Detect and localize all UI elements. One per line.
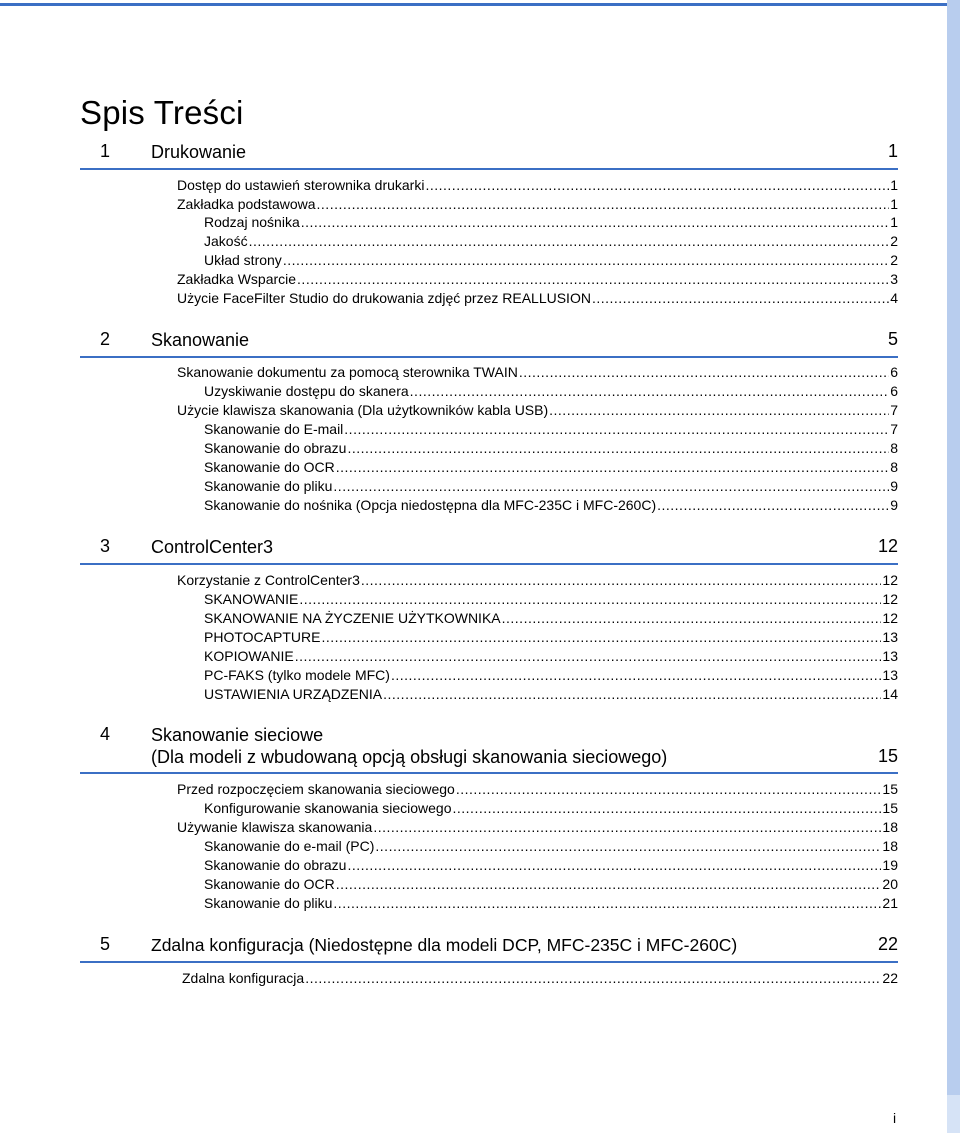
toc-entry-page: 6: [890, 383, 898, 399]
page-title: Spis Treści: [80, 94, 244, 132]
toc-entry-page: 14: [882, 686, 898, 702]
chapter-title: Zdalna konfiguracja (Niedostępne dla modeli DCP, MFC-235C i MFC-260C): [151, 935, 738, 955]
toc-entry-label: USTAWIENIA URZĄDZENIA: [204, 686, 383, 702]
toc-entry[interactable]: [204, 213, 898, 232]
toc-entry-page: 7: [890, 421, 898, 437]
toc-entry-page: 21: [882, 895, 898, 911]
chapter-number: 1: [100, 141, 111, 161]
toc-entry[interactable]: [204, 477, 898, 496]
toc-entry-label: PHOTOCAPTURE: [204, 629, 321, 645]
toc-entry[interactable]: [204, 685, 898, 704]
toc-entry[interactable]: [177, 818, 898, 837]
dot-leader: [347, 856, 881, 875]
toc-entry[interactable]: [204, 590, 898, 609]
dot-leader: [347, 439, 889, 458]
toc-entry[interactable]: [204, 232, 898, 251]
toc-entry-label: Skanowanie do pliku: [204, 895, 333, 911]
dot-leader: [375, 837, 881, 856]
toc-entry-label: Dostęp do ustawień sterownika drukarki: [177, 177, 425, 193]
dot-leader: [549, 401, 889, 420]
chapter-number: 4: [100, 724, 111, 744]
dot-leader: [283, 251, 889, 270]
toc-entry[interactable]: [204, 420, 898, 439]
toc-entry[interactable]: [204, 875, 898, 894]
toc-entry[interactable]: [177, 363, 898, 382]
toc-entry-page: 7: [890, 402, 898, 418]
toc-entry[interactable]: [204, 609, 898, 628]
toc-entry-label: Zakładka Wsparcie: [177, 271, 297, 287]
toc-entry-page: 13: [882, 648, 898, 664]
toc-entry-page: 22: [882, 970, 898, 986]
toc-entry-page: 9: [890, 497, 898, 513]
toc-entry-page: 19: [882, 857, 898, 873]
toc-entry[interactable]: [204, 666, 898, 685]
chapter-heading-2[interactable]: [80, 329, 898, 358]
toc-entry-page: 1: [890, 214, 898, 230]
toc-entry-label: SKANOWANIE NA ŻYCZENIE UŻYTKOWNIKA: [204, 610, 501, 626]
dot-leader: [425, 176, 889, 195]
toc-entry-page: 6: [890, 364, 898, 380]
toc-entry-label: Skanowanie do pliku: [204, 478, 333, 494]
dot-leader: [410, 382, 890, 401]
toc-entry[interactable]: [204, 856, 898, 875]
toc-entry[interactable]: [204, 894, 898, 913]
dot-leader: [519, 363, 889, 382]
toc-entry-label: Jakość: [204, 233, 248, 249]
footer-page-number: i: [893, 1110, 897, 1126]
toc-entry[interactable]: [204, 647, 898, 666]
toc-entry[interactable]: [204, 799, 898, 818]
toc-entry[interactable]: [204, 628, 898, 647]
toc-entry-label: Układ strony: [204, 252, 282, 268]
chapter-number: 3: [100, 536, 111, 556]
toc-entry-label: Zakładka podstawowa: [177, 196, 316, 212]
chapter-heading-5[interactable]: [80, 934, 898, 963]
toc-entry-page: 1: [890, 177, 898, 193]
dot-leader: [456, 780, 882, 799]
dot-leader: [657, 496, 889, 515]
dot-leader: [361, 571, 882, 590]
toc-entry-label: Korzystanie z ControlCenter3: [177, 572, 360, 588]
toc-entry-label: Skanowanie dokumentu za pomocą sterownika TWAIN: [177, 364, 518, 380]
toc-entry-label: Skanowanie do OCR: [204, 459, 335, 475]
dot-leader: [333, 894, 881, 913]
toc-entry-label: KOPIOWANIE: [204, 648, 294, 664]
chapter-page: 1: [887, 141, 898, 161]
toc-entry-page: 1: [890, 196, 898, 212]
chapter-number: 5: [100, 934, 111, 954]
dot-leader: [336, 875, 882, 894]
toc-entry[interactable]: [177, 176, 898, 195]
chapter-title-line-2: (Dla modeli z wbudowaną opcją obsługi skanowania sieciowego): [151, 747, 668, 767]
chapter-heading-4[interactable]: [80, 724, 898, 774]
dot-leader: [592, 289, 889, 308]
chapter-page: 15: [877, 746, 898, 766]
side-tab-lower: [947, 1095, 960, 1133]
toc-entry-label: Skanowanie do obrazu: [204, 440, 347, 456]
toc-entry-label: Skanowanie do obrazu: [204, 857, 347, 873]
toc-entry-page: 12: [882, 610, 898, 626]
chapter-title: Skanowanie: [151, 330, 250, 350]
dot-leader: [453, 799, 882, 818]
toc-entry[interactable]: [204, 837, 898, 856]
toc-entry[interactable]: [177, 401, 898, 420]
toc-entry-label: Skanowanie do OCR: [204, 876, 335, 892]
toc-entry[interactable]: [177, 195, 898, 214]
toc-entry-label: Skanowanie do e-mail (PC): [204, 838, 375, 854]
chapter-title: ControlCenter3: [151, 537, 274, 557]
toc-entry[interactable]: [177, 289, 898, 308]
toc-entry[interactable]: [204, 251, 898, 270]
chapter-page: 22: [877, 934, 898, 954]
toc-entry-label: Przed rozpoczęciem skanowania sieciowego: [177, 781, 455, 797]
dot-leader: [301, 213, 889, 232]
toc-entry-label: Rodzaj nośnika: [204, 214, 300, 230]
dot-leader: [333, 477, 889, 496]
toc-entry-label: Używanie klawisza skanowania: [177, 819, 373, 835]
chapter-heading-3[interactable]: [80, 536, 898, 565]
toc-entry-page: 13: [882, 667, 898, 683]
dot-leader: [249, 232, 890, 251]
toc-entry-page: 8: [890, 459, 898, 475]
dot-leader: [336, 458, 889, 477]
chapter-title-line-1: Skanowanie sieciowe: [151, 725, 324, 745]
toc-entry-page: 12: [882, 591, 898, 607]
toc-entry-label: Skanowanie do nośnika (Opcja niedostępna dla MFC-235C i MFC-260C): [204, 497, 657, 513]
dot-leader: [317, 195, 890, 214]
toc-entry[interactable]: [204, 439, 898, 458]
toc-entry-page: 8: [890, 440, 898, 456]
side-tab: [947, 0, 960, 1095]
dot-leader: [373, 818, 881, 837]
toc-entry-page: 13: [882, 629, 898, 645]
toc-entry-page: 18: [882, 819, 898, 835]
toc-entry-page: 15: [882, 781, 898, 797]
chapter-number: 2: [100, 329, 111, 349]
dot-leader: [299, 590, 881, 609]
toc-entry[interactable]: [204, 382, 898, 401]
chapter-page: 12: [877, 536, 898, 556]
dot-leader: [344, 420, 889, 439]
dot-leader: [502, 609, 882, 628]
toc-entry-page: 3: [890, 271, 898, 287]
toc-entry[interactable]: [204, 458, 898, 477]
toc-entry-page: 12: [882, 572, 898, 588]
toc-entry-label: SKANOWANIE: [204, 591, 299, 607]
chapter-title: Drukowanie: [151, 142, 247, 162]
toc-entry-page: 2: [890, 252, 898, 268]
toc-entry[interactable]: [204, 496, 898, 515]
chapter-heading-1[interactable]: [80, 141, 898, 170]
toc-entry-page: 2: [890, 233, 898, 249]
chapter-page: 5: [887, 329, 898, 349]
dot-leader: [391, 666, 881, 685]
toc-entry-label: Skanowanie do E-mail: [204, 421, 344, 437]
toc-entry[interactable]: [177, 571, 898, 590]
toc-entry[interactable]: [177, 780, 898, 799]
dot-leader: [305, 969, 881, 988]
toc-entry-page: 15: [882, 800, 898, 816]
dot-leader: [297, 270, 889, 289]
toc-entry-label: Użycie klawisza skanowania (Dla użytkowników kabla USB): [177, 402, 549, 418]
toc-entry-label: Zdalna konfiguracja: [182, 970, 305, 986]
toc-entry-label: PC-FAKS (tylko modele MFC): [204, 667, 390, 683]
dot-leader: [295, 647, 882, 666]
toc-entry[interactable]: [182, 969, 898, 988]
toc-entry-label: Użycie FaceFilter Studio do drukowania zdjęć przez REALLUSION: [177, 290, 591, 306]
dot-leader: [383, 685, 881, 704]
toc-entry-label: Uzyskiwanie dostępu do skanera: [204, 383, 409, 399]
dot-leader: [321, 628, 881, 647]
toc-entry-label: Konfigurowanie skanowania sieciowego: [204, 800, 452, 816]
toc-entry-page: 18: [882, 838, 898, 854]
toc-entry[interactable]: [177, 270, 898, 289]
top-rule: [0, 3, 960, 6]
toc-entry-page: 20: [882, 876, 898, 892]
toc-entry-page: 4: [890, 290, 898, 306]
toc-entry-page: 9: [890, 478, 898, 494]
